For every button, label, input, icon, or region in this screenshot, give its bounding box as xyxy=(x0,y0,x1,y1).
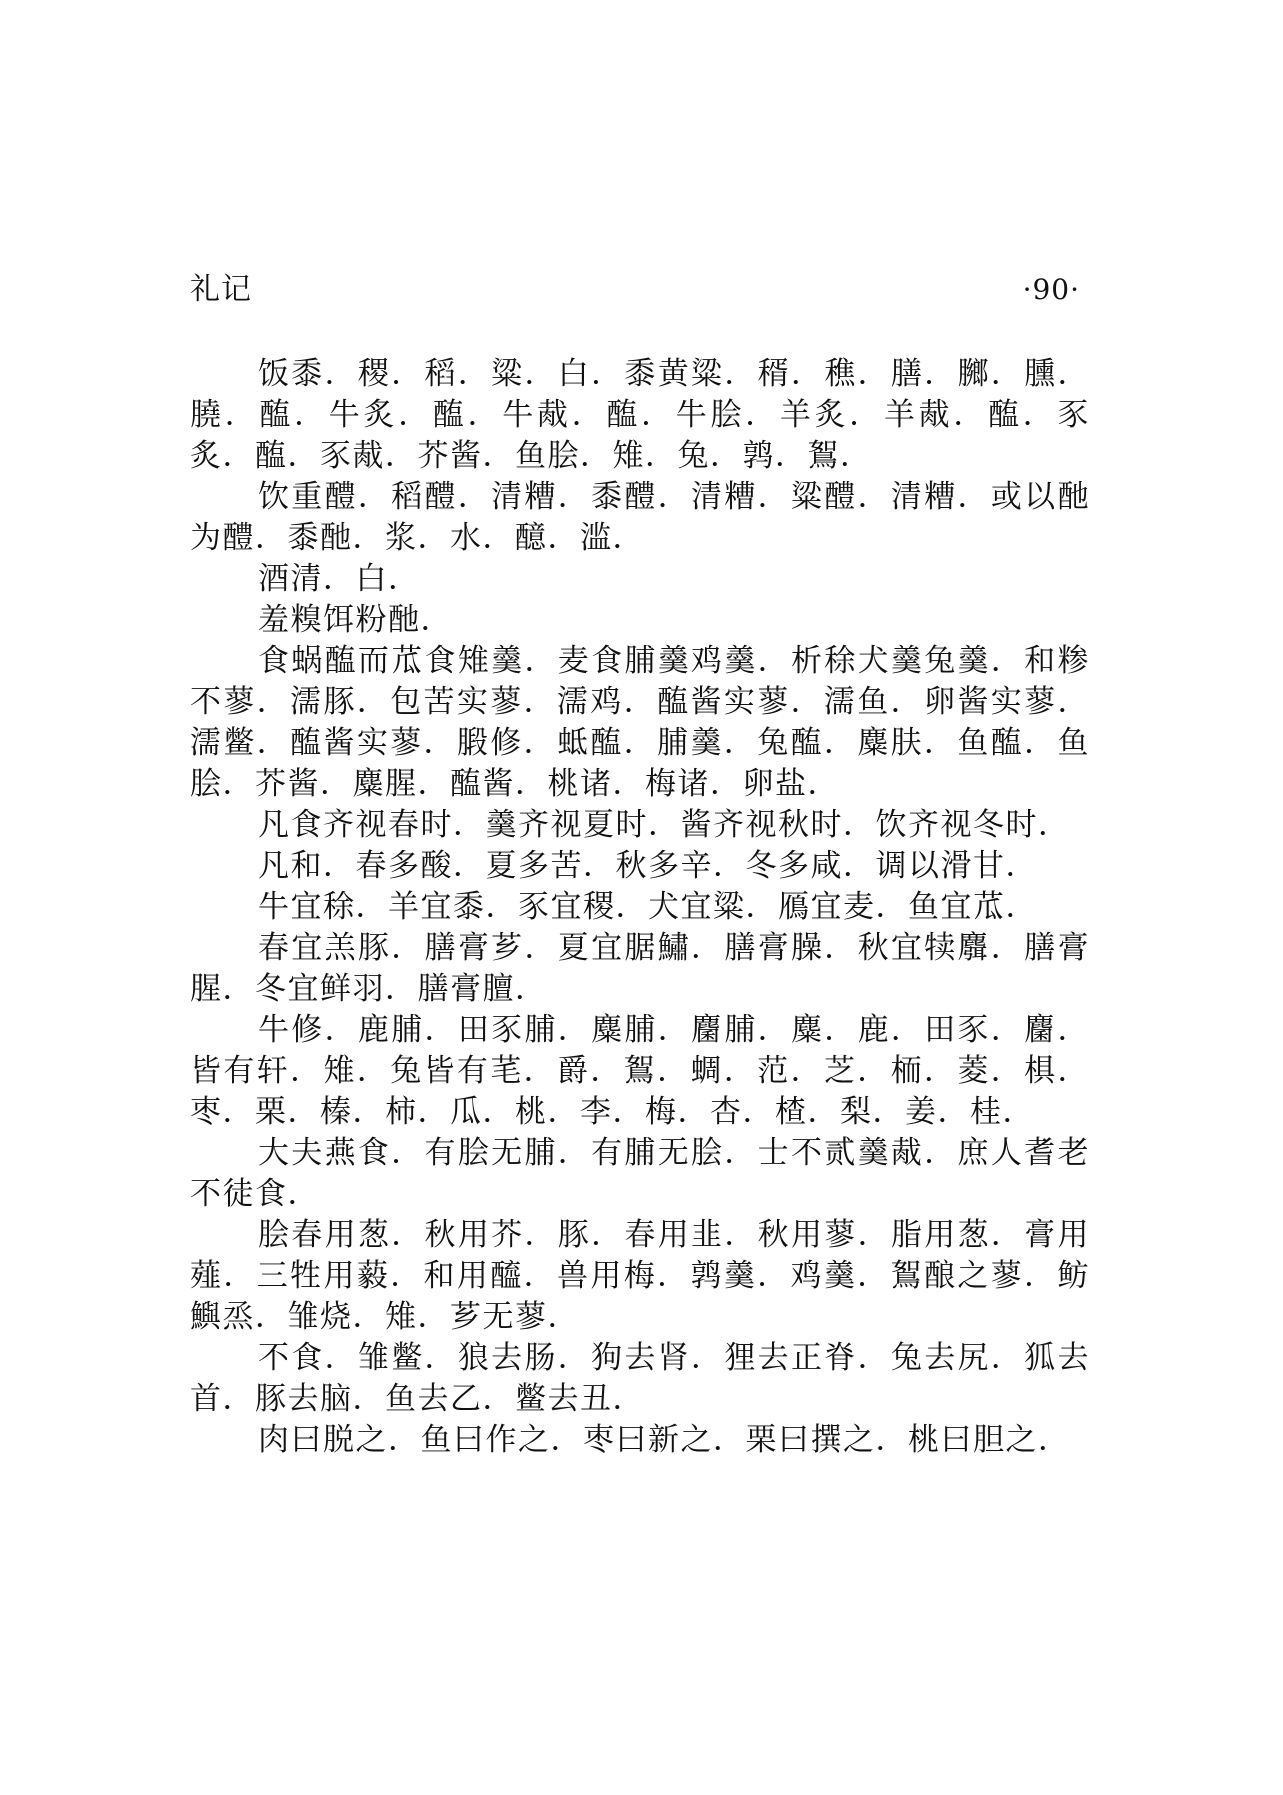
paragraph: 脍春用葱．秋用芥．豚．春用韭．秋用蓼．脂用葱．膏用薤．三牲用藙．和用醯．兽用梅．鹑羹．鸡羹．鴽酿之蓼．鲂鱮烝．雏烧．雉．芗无蓼． xyxy=(190,1217,1090,1335)
body-text xyxy=(190,354,1090,1461)
paragraph: 肉曰脱之．鱼曰作之．枣曰新之．栗曰撰之．桃曰胆之． xyxy=(258,1422,1071,1458)
paragraph: 食蜗醢而苽食雉羹．麦食脯羹鸡羹．析稌犬羹兔羹．和糁不蓼．濡豚．包苦实蓼．濡鸡．醢酱实蓼．濡鱼．卵酱实蓼．濡鳖．醢酱实蓼．腶修．蚳醢．脯羹．兔醢．麋肤．鱼醢．鱼脍．芥酱．麋腥．醢酱．桃诸．梅诸．卵盐． xyxy=(190,643,1090,802)
paragraph: 大夫燕食．有脍无脯．有脯无脍．士不贰羹胾．庶人耆老不徒食． xyxy=(190,1135,1090,1212)
running-head-title: 礼记 xyxy=(190,272,252,307)
paragraph: 牛宜稌．羊宜黍．豕宜稷．犬宜粱．鴈宜麦．鱼宜苽． xyxy=(258,889,1038,925)
paragraph: 不食．雏鳖．狼去肠．狗去肾．狸去正脊．兔去尻．狐去首．豚去脑．鱼去乙．鳖去丑． xyxy=(190,1340,1090,1417)
paragraph: 凡和．春多酸．夏多苦．秋多辛．冬多咸．调以滑甘． xyxy=(258,848,1038,884)
paragraph: 羞糗饵粉酏． xyxy=(258,602,453,638)
paragraph: 牛修．鹿脯．田豕脯．麋脯．麕脯．麋．鹿．田豕．麕．皆有轩．雉．兔皆有芼．爵．鴽．蜩．范．芝．栭．菱．椇．枣．栗．榛．柿．瓜．桃．李．梅．杏．楂．梨．姜．桂． xyxy=(190,1012,1090,1130)
paragraph: 酒清．白． xyxy=(258,561,421,597)
page-number: ·90· xyxy=(1022,273,1080,306)
paragraph: 凡食齐视春时．羹齐视夏时．酱齐视秋时．饮齐视冬时． xyxy=(258,807,1071,843)
paragraph: 饭黍．稷．稻．粱．白．黍黄粱．稰．穛．膳．膷．臐．膮．醢．牛炙．醢．牛胾．醢．牛脍．羊炙．羊胾．醢．豕炙．醢．豕胾．芥酱．鱼脍．雉．兔．鹑．鴽． xyxy=(190,356,1090,474)
paragraph: 春宜羔豚．膳膏芗．夏宜腒鱐．膳膏臊．秋宜犊麛．膳膏腥．冬宜鲜羽．膳膏膻． xyxy=(190,930,1090,1007)
paragraph: 饮重醴．稻醴．清糟．黍醴．清糟．粱醴．清糟．或以酏为醴．黍酏．浆．水．醷．滥． xyxy=(190,479,1090,556)
